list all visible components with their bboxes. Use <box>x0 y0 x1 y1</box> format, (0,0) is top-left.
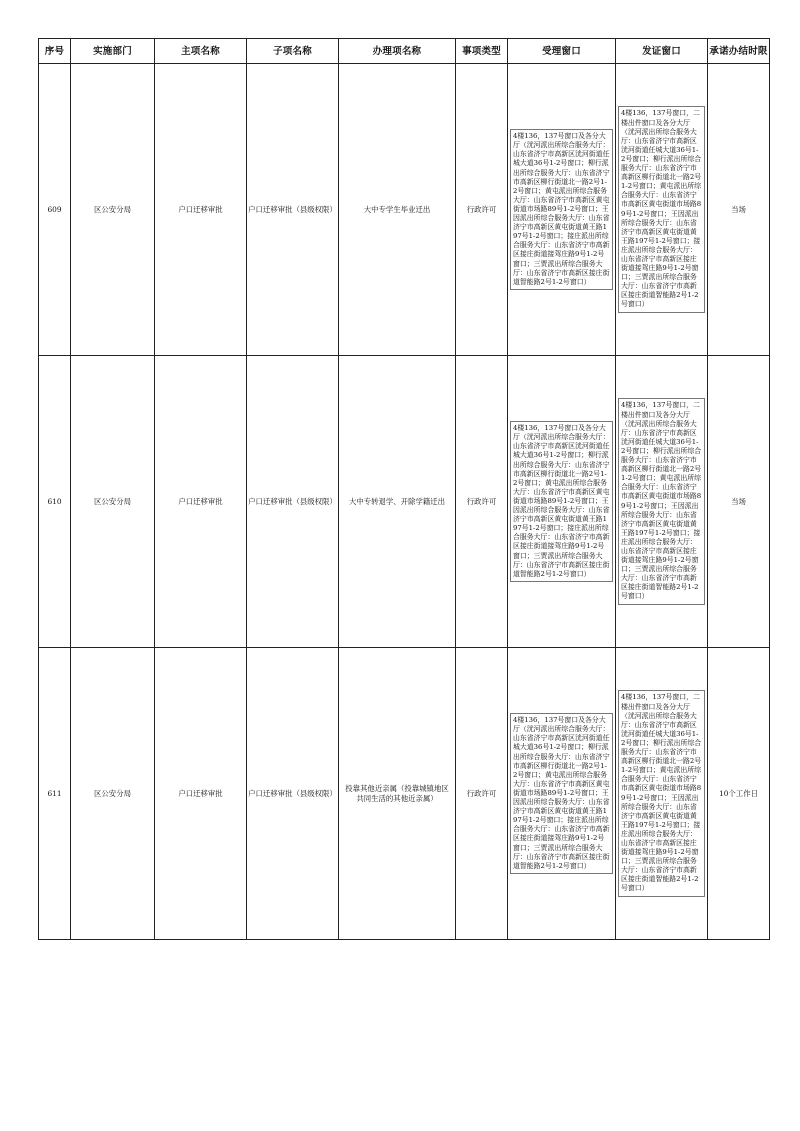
table-row <box>39 64 770 356</box>
cell-main-item: 户口迁移审批 <box>155 64 247 356</box>
cell-issue-window <box>616 356 708 648</box>
service-items-table <box>38 38 770 940</box>
table-row <box>39 356 770 648</box>
header-accept-window: 受理窗口 <box>508 39 616 64</box>
cell-sub-item: 户口迁移审批（县级权限） <box>247 356 339 648</box>
issue-window-text: 4楼136，137号窗口，二楼出件窗口及各分大厅（洸河派出所综合服务大厅：山东省济宁市高新区洸河街道任城大道36号1-2号窗口；柳行派出所综合服务大厅：山东省济宁市高新区柳行街道北一路2号1-2号窗口；黄屯派出所综合服务大厅：山东省济宁市高新区黄屯街道市场路89号1-2号窗口；王因派出所综合服务大厅：山东省济宁市高新区黄屯街道黄王路197号1-2号窗口；接庄派出所综合服务大厅：山东省济宁市高新区接庄街道接驾庄路9号1-2号窗口；三贾派出所综合服务大厅：山东省济宁市高新区接庄街道智能路2号1-2号窗口） <box>618 690 705 896</box>
header-main-item: 主项名称 <box>155 39 247 64</box>
cell-accept-window <box>508 64 616 356</box>
cell-accept-window <box>508 356 616 648</box>
cell-sub-item: 户口迁移审批（县级权限） <box>247 648 339 940</box>
header-issue-window: 发证窗口 <box>616 39 708 64</box>
accept-window-text: 4楼136，137号窗口及各分大厅（洸河派出所综合服务大厅：山东省济宁市高新区洸河街道任城大道36号1-2号窗口；柳行派出所综合服务大厅：山东省济宁市高新区柳行街道北一路2号1-2号窗口；黄屯派出所综合服务大厅：山东省济宁市高新区黄屯街道市场路89号1-2号窗口；王因派出所综合服务大厅：山东省济宁市高新区黄屯街道黄王路197号1-2号窗口；接庄派出所综合服务大厅：山东省济宁市高新区接庄街道接驾庄路9号1-2号窗口；三贾派出所综合服务大厅：山东省济宁市高新区接庄街道智能路2号1-2号窗口） <box>510 713 613 874</box>
cell-item-type: 行政许可 <box>456 356 508 648</box>
cell-promise-time: 当场 <box>708 64 770 356</box>
header-row <box>39 39 770 64</box>
header-handle-item: 办理项名称 <box>339 39 456 64</box>
cell-item-type: 行政许可 <box>456 648 508 940</box>
accept-window-text: 4楼136，137号窗口及各分大厅（洸河派出所综合服务大厅：山东省济宁市高新区洸河街道任城大道36号1-2号窗口；柳行派出所综合服务大厅：山东省济宁市高新区柳行街道北一路2号1-2号窗口；黄屯派出所综合服务大厅：山东省济宁市高新区黄屯街道市场路89号1-2号窗口；王因派出所综合服务大厅：山东省济宁市高新区黄屯街道黄王路197号1-2号窗口；接庄派出所综合服务大厅：山东省济宁市高新区接庄街道接驾庄路9号1-2号窗口；三贾派出所综合服务大厅：山东省济宁市高新区接庄街道智能路2号1-2号窗口） <box>510 421 613 582</box>
cell-item-type: 行政许可 <box>456 64 508 356</box>
cell-seq: 611 <box>39 648 71 940</box>
cell-issue-window <box>616 648 708 940</box>
cell-accept-window <box>508 648 616 940</box>
cell-main-item: 户口迁移审批 <box>155 356 247 648</box>
issue-window-text: 4楼136，137号窗口，二楼出件窗口及各分大厅（洸河派出所综合服务大厅：山东省济宁市高新区洸河街道任城大道36号1-2号窗口；柳行派出所综合服务大厅：山东省济宁市高新区柳行街道北一路2号1-2号窗口；黄屯派出所综合服务大厅：山东省济宁市高新区黄屯街道市场路89号1-2号窗口；王因派出所综合服务大厅：山东省济宁市高新区黄屯街道黄王路197号1-2号窗口；接庄派出所综合服务大厅：山东省济宁市高新区接庄街道接驾庄路9号1-2号窗口；三贾派出所综合服务大厅：山东省济宁市高新区接庄街道智能路2号1-2号窗口） <box>618 398 705 604</box>
cell-promise-time: 当场 <box>708 356 770 648</box>
cell-dept: 区公安分局 <box>71 356 155 648</box>
header-seq: 序号 <box>39 39 71 64</box>
cell-seq: 609 <box>39 64 71 356</box>
cell-promise-time: 10个工作日 <box>708 648 770 940</box>
header-dept: 实施部门 <box>71 39 155 64</box>
cell-issue-window <box>616 64 708 356</box>
accept-window-text: 4楼136，137号窗口及各分大厅（洸河派出所综合服务大厅：山东省济宁市高新区洸河街道任城大道36号1-2号窗口；柳行派出所综合服务大厅：山东省济宁市高新区柳行街道北一路2号1-2号窗口；黄屯派出所综合服务大厅：山东省济宁市高新区黄屯街道市场路89号1-2号窗口；王因派出所综合服务大厅：山东省济宁市高新区黄屯街道黄王路197号1-2号窗口；接庄派出所综合服务大厅：山东省济宁市高新区接庄街道接驾庄路9号1-2号窗口；三贾派出所综合服务大厅：山东省济宁市高新区接庄街道智能路2号1-2号窗口） <box>510 129 613 290</box>
header-item-type: 事项类型 <box>456 39 508 64</box>
cell-seq: 610 <box>39 356 71 648</box>
cell-handle-item: 大中专学生毕业迁出 <box>339 64 456 356</box>
issue-window-text: 4楼136，137号窗口，二楼出件窗口及各分大厅（洸河派出所综合服务大厅：山东省济宁市高新区洸河街道任城大道36号1-2号窗口；柳行派出所综合服务大厅：山东省济宁市高新区柳行街道北一路2号1-2号窗口；黄屯派出所综合服务大厅：山东省济宁市高新区黄屯街道市场路89号1-2号窗口；王因派出所综合服务大厅：山东省济宁市高新区黄屯街道黄王路197号1-2号窗口；接庄派出所综合服务大厅：山东省济宁市高新区接庄街道接驾庄路9号1-2号窗口；三贾派出所综合服务大厅：山东省济宁市高新区接庄街道智能路2号1-2号窗口） <box>618 106 705 312</box>
header-sub-item: 子项名称 <box>247 39 339 64</box>
cell-dept: 区公安分局 <box>71 64 155 356</box>
header-promise-time: 承诺办结时限 <box>708 39 770 64</box>
cell-main-item: 户口迁移审批 <box>155 648 247 940</box>
cell-handle-item: 投靠其他近亲属（投靠城镇地区共同生活的其他近亲属） <box>339 648 456 940</box>
cell-sub-item: 户口迁移审批（县级权限） <box>247 64 339 356</box>
cell-dept: 区公安分局 <box>71 648 155 940</box>
table-row <box>39 648 770 940</box>
cell-handle-item: 大中专转退学、开除学籍迁出 <box>339 356 456 648</box>
